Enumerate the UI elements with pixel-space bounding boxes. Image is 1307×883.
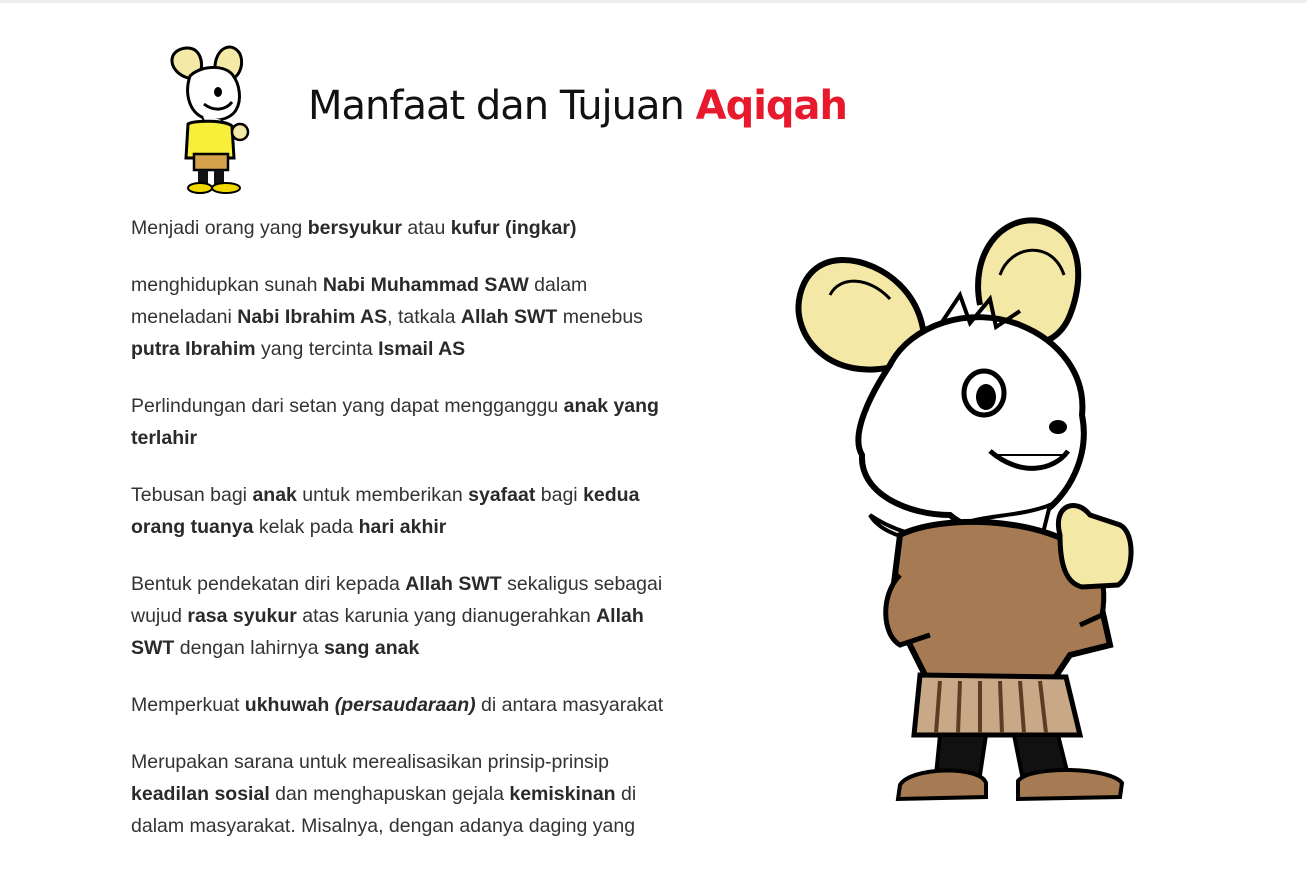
benefit-paragraph	[131, 269, 671, 365]
emphasis-text: anak	[252, 484, 297, 506]
benefit-paragraph	[131, 390, 671, 454]
goat-mascot-thumbs-up-icon	[790, 215, 1135, 805]
emphasis-text: kufur (ingkar)	[450, 217, 577, 239]
body-text: kelak pada	[253, 516, 359, 538]
emphasis-text: bersyukur	[307, 217, 402, 239]
benefit-paragraph	[131, 212, 671, 244]
body-text: Bentuk pendekatan diri kepada	[131, 573, 406, 595]
body-text: dan menghapuskan gejala	[269, 783, 510, 805]
body-text: dalam meneladani	[131, 274, 588, 328]
emphasis-text: anak yang terlahir	[131, 395, 659, 449]
page-title	[308, 80, 847, 132]
body-text: di antara masyarakat	[475, 694, 664, 716]
body-text: Merupakan sarana untuk merealisasikan prinsip-prinsip	[131, 751, 609, 773]
benefit-paragraph	[131, 746, 671, 842]
body-text: di dalam masyarakat. Misalnya, dengan adanya daging yang	[131, 783, 637, 837]
benefit-paragraph	[131, 689, 671, 721]
body-text: Perlindungan dari setan yang dapat mengganggu	[131, 395, 564, 417]
body-text: atau	[402, 217, 451, 239]
emphasis-text: keadilan sosial	[131, 783, 270, 805]
emphasis-text: kemiskinan	[509, 783, 616, 805]
header-goat-mascot	[160, 40, 260, 195]
body-text: sekaligus sebagai wujud	[131, 573, 663, 627]
body-text: Tebusan bagi	[131, 484, 253, 506]
page-title-accent: Aqiqah	[695, 83, 848, 129]
emphasis-text: (persaudaraan)	[334, 694, 476, 716]
emphasis-text: syafaat	[468, 484, 536, 506]
body-text: Memperkuat	[131, 694, 245, 716]
body-text: yang tercinta	[255, 338, 379, 360]
page-title-main: Manfaat dan Tujuan	[308, 83, 684, 129]
emphasis-text: hari akhir	[358, 516, 447, 538]
body-text: Menjadi orang yang	[131, 217, 308, 239]
body-text: untuk memberikan	[296, 484, 469, 506]
body-text: menebus	[557, 306, 643, 328]
emphasis-text: kedua orang tuanya	[131, 484, 640, 538]
body-text: , tatkala	[387, 306, 461, 328]
body-text: atas karunia yang dianugerahkan	[296, 605, 597, 627]
emphasis-text: Allah SWT	[460, 306, 558, 328]
emphasis-text: Ismail AS	[378, 338, 466, 360]
emphasis-text: rasa syukur	[187, 605, 297, 627]
body-text: dengan lahirnya	[174, 637, 324, 659]
body-text: bagi	[535, 484, 584, 506]
emphasis-text: ukhuwah	[244, 694, 330, 716]
goat-mascot-icon	[160, 40, 260, 195]
emphasis-text: Nabi Ibrahim AS	[237, 306, 388, 328]
emphasis-text: Allah SWT	[405, 573, 502, 595]
body-text: menghidupkan sunah	[131, 274, 323, 296]
emphasis-text: sang anak	[323, 637, 420, 659]
emphasis-text: putra Ibrahim	[131, 338, 256, 360]
benefits-list	[131, 212, 671, 867]
emphasis-text: Allah SWT	[131, 605, 644, 659]
top-divider	[0, 0, 1307, 3]
emphasis-text: Nabi Muhammad SAW	[322, 274, 529, 296]
benefit-paragraph	[131, 479, 671, 543]
benefit-paragraph	[131, 568, 671, 664]
main-goat-mascot	[790, 215, 1135, 805]
